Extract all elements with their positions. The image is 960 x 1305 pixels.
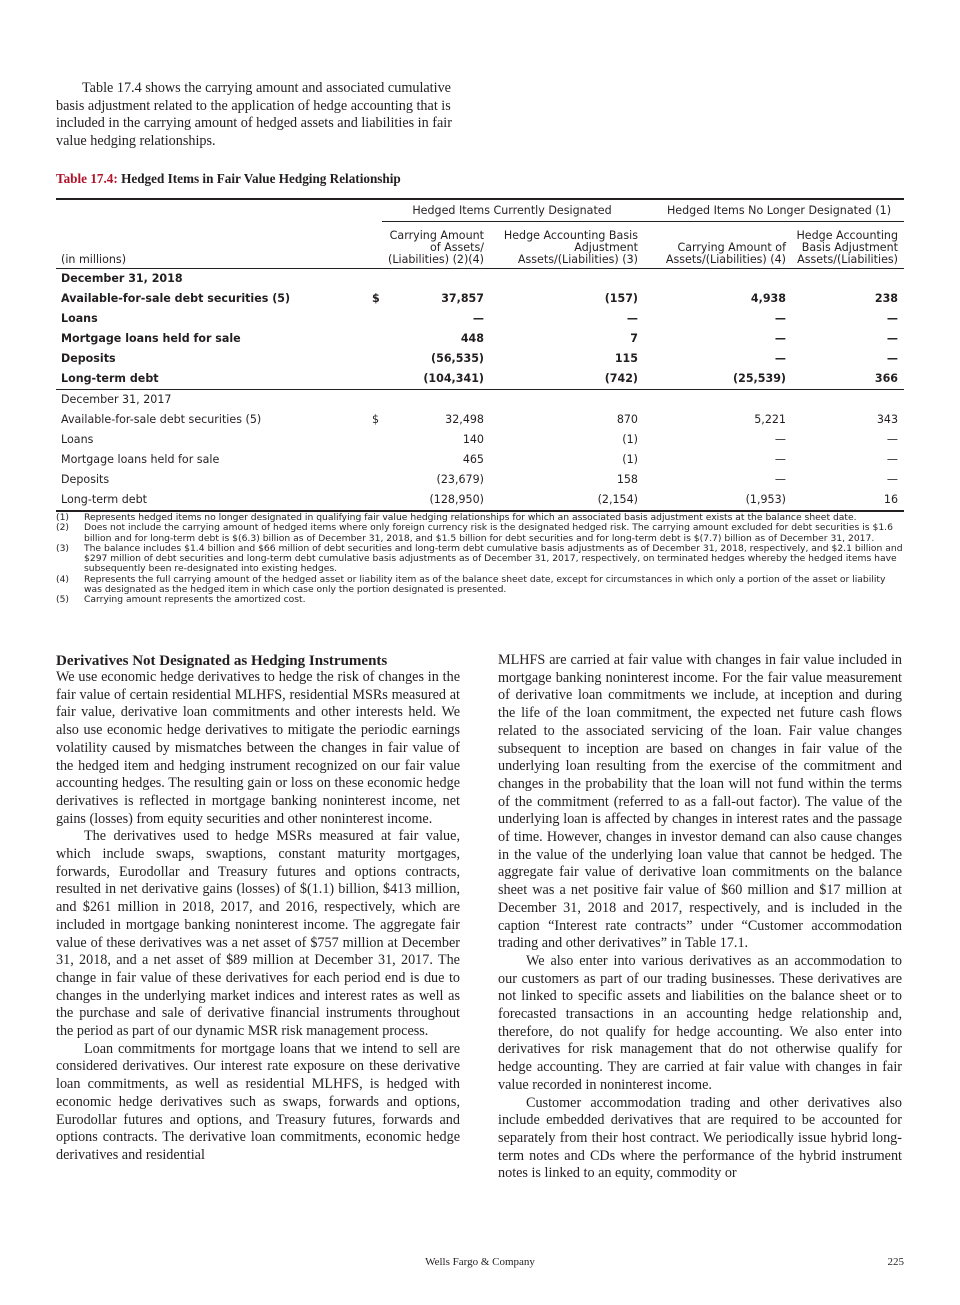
cell-value: —: [774, 332, 786, 345]
cell-value: 366: [790, 369, 904, 390]
col-header-carrying-current: Carrying Amount of Assets/ (Liabilities) (2)(4): [382, 222, 488, 269]
cell-value: (23,679): [436, 473, 484, 486]
footnote-text: The balance includes $1.4 billion and $66 million of debt securities and long-term debt cumulative basis adjustments as of December 31, 2018, respectively, and $2.1 billion and $297 million of debt securities and long-term debt cumulative basis adjustments as of December 31, 2017, respectively, on terminated hedges whereby the hedged items have subsequently been re-designated into existing hedges.: [84, 542, 903, 575]
table-caption: [56, 171, 401, 187]
group-header-row: [56, 199, 904, 222]
col-header-basis-former: Hedge Accounting Basis Adjustment Assets/(Liabilities): [790, 222, 904, 269]
cell-value: 448: [460, 332, 484, 345]
cell-value: (104,341): [382, 369, 488, 390]
cell-value: 16: [790, 490, 904, 511]
body-column-left: [56, 652, 460, 1165]
row-label: Available-for-sale debt securities (5): [61, 292, 291, 305]
row-label: Mortgage loans held for sale: [61, 332, 241, 345]
section-row-2018: [56, 269, 904, 290]
body-paragraph: Customer accommodation trading and other derivatives also include embedded derivatives that are required to be accounted for separately from their host contract. We periodically issue hybrid long-term notes and CDs where the performance of the hybrid instrument notes is linked to an equity, commodity or: [498, 1094, 902, 1182]
currency-symbol: [366, 369, 382, 390]
row-label: Available-for-sale debt securities (5): [61, 413, 262, 426]
group-current-header: Hedged Items Currently Designated: [382, 199, 642, 222]
currency-symbol: [366, 309, 382, 329]
row-label: Deposits: [61, 473, 110, 486]
cell-value: (25,539): [642, 369, 790, 390]
cell-value: —: [774, 352, 786, 365]
cell-value: 140: [462, 433, 484, 446]
footnote: [56, 595, 904, 605]
intro-paragraph: Table 17.4 shows the carrying amount and associated cumulative basis adjustment related to the application of hedge accounting that is included in the carrying amount of hedged assets and liabilities in fair value hedging relationships.: [56, 80, 452, 149]
cell-value: 4,938: [750, 292, 786, 305]
section-label-2017: December 31, 2017: [61, 393, 172, 406]
table-footnotes: [56, 513, 904, 606]
table-row: [56, 450, 904, 470]
footnote: [56, 544, 904, 575]
group-former-header: Hedged Items No Longer Designated (1): [642, 199, 904, 222]
cell-value: 238: [874, 292, 899, 305]
cell-value: —: [886, 473, 899, 486]
body-paragraph: MLHFS are carried at fair value with changes in fair value included in mortgage banking noninterest income. For the fair value measurement of derivative loan commitments we include, at inception and during the life of the loan commitment, the expected net future cash flows related to the associated servicing of the loan. Fair value changes subsequent to inception are based on changes in fair value of the underlying loan resulting from the exercise of the commitment and changes in the probability that the loan will not fund within the terms of the commitment (referred to as a fall-out factor). The value of the underlying loan is affected by changes in interest rates and the passage of time. However, changes in investor demand can also cause changes in the value of the underlying loan value that cannot be hedged. The aggregate fair value of derivative loan commitments on the balance sheet was a net positive fair value of $60 million and $17 million at December 31, 2018 and 2017, respectively, and is included in the caption “Interest rate contracts” under “Customer accommodation trading and other derivatives” in Table 17.1.: [498, 652, 902, 952]
col-header-carrying-former: Carrying Amount of Assets/(Liabilities) (4): [642, 222, 790, 269]
cell-value: 37,857: [441, 292, 484, 305]
currency-symbol: [366, 349, 382, 369]
row-label: Loans: [61, 433, 94, 446]
table-row: [56, 470, 904, 490]
body-paragraph: Loan commitments for mortgage loans that we intend to sell are considered derivatives. Our interest rate exposure on these derivative loan commitments, as well as residential MLHFS, is hedged with economic hedge derivatives such as swaps, forwards and options, Eurodollar futures and options, and Treasury futures, forwards and options contracts. The derivative loan commitments, economic hedge derivatives and residential: [56, 1040, 460, 1163]
table-title: Hedged Items in Fair Value Hedging Relationship: [121, 171, 401, 186]
row-label: Loans: [61, 312, 98, 325]
cell-value: 7: [630, 332, 638, 345]
currency-symbol: [366, 430, 382, 450]
cell-value: —: [626, 312, 638, 325]
footnote-number: (1): [56, 512, 70, 523]
table-number: Table 17.4:: [56, 171, 118, 186]
unit-label: (in millions): [56, 222, 366, 269]
table-row: [56, 410, 904, 430]
table-row: [56, 349, 904, 369]
row-label: Deposits: [61, 352, 116, 365]
currency-symbol: [366, 329, 382, 349]
table-row: [56, 490, 904, 511]
cell-value: —: [886, 433, 899, 446]
footnote: [56, 523, 904, 544]
cell-value: —: [886, 312, 899, 325]
table-row: [56, 369, 904, 390]
section-label-2018: December 31, 2018: [61, 272, 183, 285]
cell-value: —: [774, 473, 786, 486]
currency-symbol: $: [372, 292, 380, 305]
cell-value: 870: [616, 413, 638, 426]
table-row: [56, 289, 904, 309]
cell-value: —: [774, 453, 786, 466]
cell-value: —: [774, 433, 786, 446]
body-paragraph: We use economic hedge derivatives to hedge the risk of changes in the fair value of certain residential MLHFS, residential MSRs measured at fair value, derivative loan commitments and other interests held. We also use economic hedge derivatives to mitigate the periodic earnings volatility caused by mismatches between the changes in fair value of the hedged item and hedging instrument recognized on our fair value accounting hedges. The resulting gain or loss on these economic hedge derivatives is reflected in mortgage banking noninterest income, net gains (losses) from equity securities and other noninterest income.: [56, 669, 460, 827]
cell-value: —: [886, 453, 899, 466]
table-row: [56, 430, 904, 450]
table-row: [56, 329, 904, 349]
footnote: [56, 575, 904, 596]
column-header-row: [56, 222, 904, 269]
footnote-text: Represents the full carrying amount of the hedged asset or liability item as of the balance sheet date, except for circumstances in which only a portion of the asset or liability was designated as the hedged item in which case only the portion designated is presented.: [84, 573, 886, 596]
hedged-items-table: [56, 198, 904, 512]
cell-value: (742): [488, 369, 642, 390]
body-column-right: [498, 652, 902, 1183]
cell-value: 115: [614, 352, 638, 365]
footnote-number: (2): [56, 522, 70, 534]
footnote-text: Does not include the carrying amount of hedged items where only foreign currency risk is the designated hedged risk. The carrying amount excluded for debt securities is $1.6 billion and for long-term debt is $(6.3) billion as of December 31, 2018, and $1.5 billion for debt securities and for long-term debt is $(7.7) billion as of December 31, 2017.: [84, 522, 893, 544]
cell-value: (2,154): [488, 490, 642, 511]
section-row-2017: [56, 390, 904, 411]
cell-value: (1,953): [642, 490, 790, 511]
cell-value: 158: [616, 473, 638, 486]
body-paragraph: The derivatives used to hedge MSRs measured at fair value, which include swaps, swaptions, constant maturity mortgages, forwards, Eurodollar and Treasury futures and options contracts, resulted in net derivative gains (losses) of $(1.1) billion, $413 million, and $261 million in 2018, 2017, and 2016, respectively, which are included in mortgage banking noninterest income. The aggregate fair value of these derivatives was a net asset of $757 million at December 31, 2018, and a net asset of $89 million at December 31, 2017. The change in fair value of these derivatives for each period end is due to changes in the underlying market indices and interest rates as well as the purchase and sale of derivative financial instruments throughout the period as part of our dynamic MSR risk management process.: [56, 828, 460, 1040]
currency-symbol: [366, 450, 382, 470]
footnote-number: (3): [56, 542, 70, 554]
cell-value: —: [472, 312, 484, 325]
currency-symbol: $: [372, 413, 380, 426]
cell-value: (56,535): [431, 352, 484, 365]
cell-value: 32,498: [445, 413, 484, 426]
currency-symbol: [366, 490, 382, 511]
row-label: Long-term debt: [56, 490, 366, 511]
cell-value: (1): [622, 453, 638, 466]
row-label: Mortgage loans held for sale: [61, 453, 220, 466]
col-header-basis-current: Hedge Accounting Basis Adjustment Assets/(Liabilities) (3): [488, 222, 642, 269]
footnote-text: Carrying amount represents the amortized cost.: [84, 594, 306, 606]
body-paragraph: We also enter into various derivatives as an accommodation to our customers as part of our trading businesses. These derivatives are not linked to specific assets and liabilities on the balance sheet or to forecasted transactions in an accounting hedge relationship and, therefore, do not qualify for hedge accounting. We also enter into derivatives for risk management that do not otherwise qualify for hedge accounting. They are carried at fair value with changes in fair value recorded in noninterest income.: [498, 952, 902, 1093]
section-heading: Derivatives Not Designated as Hedging Instruments: [56, 653, 388, 669]
footnote-number: (4): [56, 573, 70, 585]
footnote-number: (5): [56, 594, 70, 606]
cell-value: —: [886, 352, 899, 365]
cell-value: 5,221: [754, 413, 786, 426]
cell-value: (157): [604, 292, 638, 305]
cell-value: (1): [622, 433, 638, 446]
cell-value: —: [774, 312, 786, 325]
footnote-text: Represents hedged items no longer designated in qualifying fair value hedging relationships for which an associated basis adjustment exists at the balance sheet date.: [84, 512, 857, 523]
footer-company: Wells Fargo & Company: [425, 1256, 535, 1268]
cell-value: (128,950): [382, 490, 488, 511]
cell-value: 465: [462, 453, 484, 466]
cell-value: 343: [876, 413, 899, 426]
row-label: Long-term debt: [56, 369, 366, 390]
currency-symbol: [366, 470, 382, 490]
table-row: [56, 309, 904, 329]
cell-value: —: [886, 332, 899, 345]
page-number: 225: [887, 1256, 904, 1268]
